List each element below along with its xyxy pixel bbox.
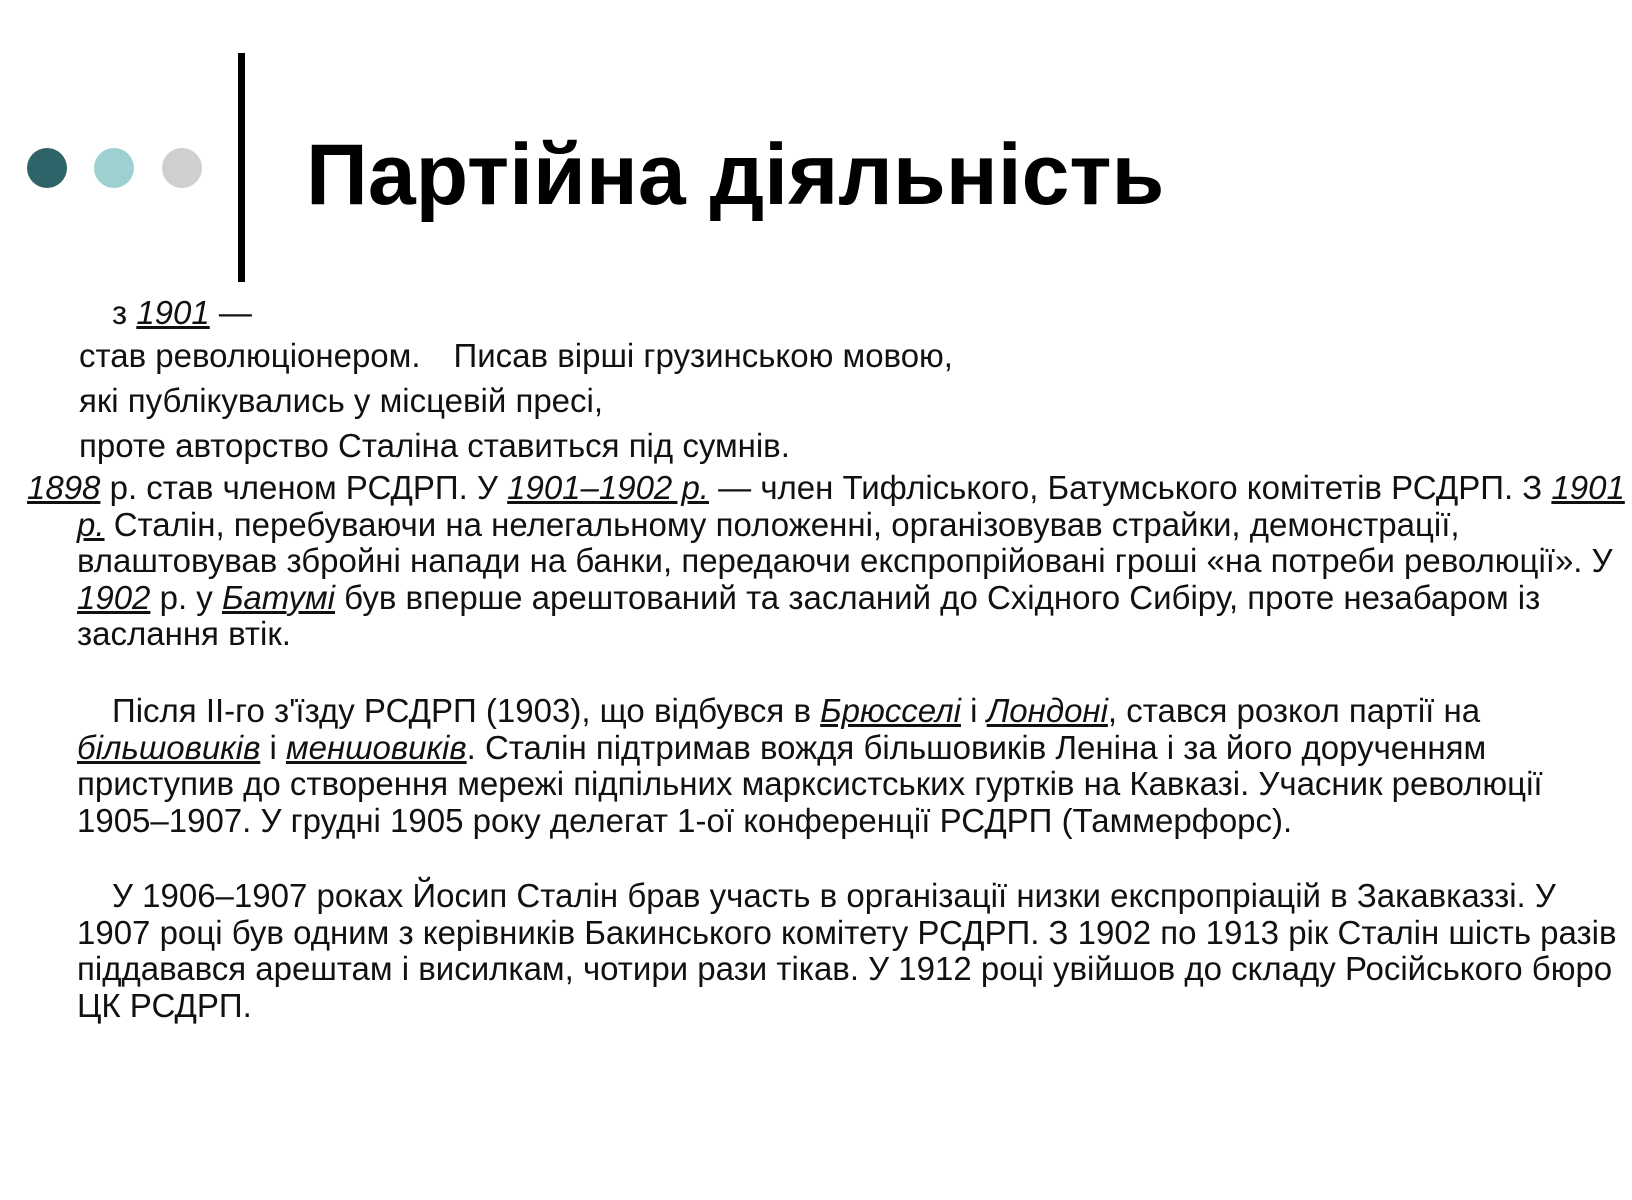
paragraph-2: Після II-го з'їзду РСДРП (1903), що відбувся в Брюсселі і Лондоні, стався розкол партії на більшовиків і меншовиків. Сталін підтримав вождя більшовиків Леніна і за його дорученням приступив до створення мережі підпільних марксистських гуртків на Кавказі. Учасник революції 1905–1907. У грудні 1905 року делегат 1-ої конференції РСДРП (Таммерфорс). [77, 692, 1543, 839]
link-brussels[interactable]: Брюсселі [820, 692, 962, 729]
paragraph-1: 1898 р. став членом РСДРП. У 1901–1902 р. — член Тифліського, Батумського комітетів РСДРП. З 1901 р. Сталін, перебуваючи на нелегальному положенні, організовував страйки, демонстрації, влаштовував збройні напади на банки, передаючи експропрійовані гроші «на потреби революції». У 1902 р. у Батумі був вперше арештований та засланий до Східного Сибіру, проте незабаром із заслання втік. [27, 469, 1625, 652]
decor-dot-light [94, 148, 134, 188]
slide-title: Партійна діяльність [306, 127, 1165, 223]
decor-dot-dark [27, 148, 67, 188]
link-bolsheviks[interactable]: більшовиків [77, 728, 261, 766]
paragraph-3: У 1906–1907 роках Йосип Сталін брав участь в організації низки експропріацій в Закавказзі. У 1907 році був одним з керівників Бакинського комітету РСДРП. З 1902 по 1913 рік Сталін шість разів піддавався арештам і висилкам, чотири рази тікав. У 1912 році увійшов до складу Російського бюро ЦК РСДРП. [77, 877, 1617, 1024]
intro-line-1: став революціонером. Писав вірші грузинською мовою, [79, 337, 953, 374]
link-batumi[interactable]: Батумі [221, 578, 336, 616]
link-1902[interactable]: 1902 [77, 578, 151, 616]
link-1901[interactable]: 1901 [136, 294, 210, 331]
intro-line-3: проте авторство Сталіна ставиться під сумнів. [79, 427, 790, 464]
decor-dot-grey [162, 148, 202, 188]
intro-line-0: з 1901 — [112, 294, 252, 331]
link-1898[interactable]: 1898 [27, 469, 101, 506]
title-divider [238, 53, 245, 282]
link-1901-year[interactable]: 1901 р. [77, 469, 1625, 543]
link-mensheviks[interactable]: меншовиків [286, 728, 467, 766]
link-1901-1902[interactable]: 1901–1902 р. [507, 469, 709, 506]
link-london[interactable]: Лондоні [986, 692, 1108, 729]
intro-line-2: які публікувались у місцевій пресі, [79, 382, 604, 419]
